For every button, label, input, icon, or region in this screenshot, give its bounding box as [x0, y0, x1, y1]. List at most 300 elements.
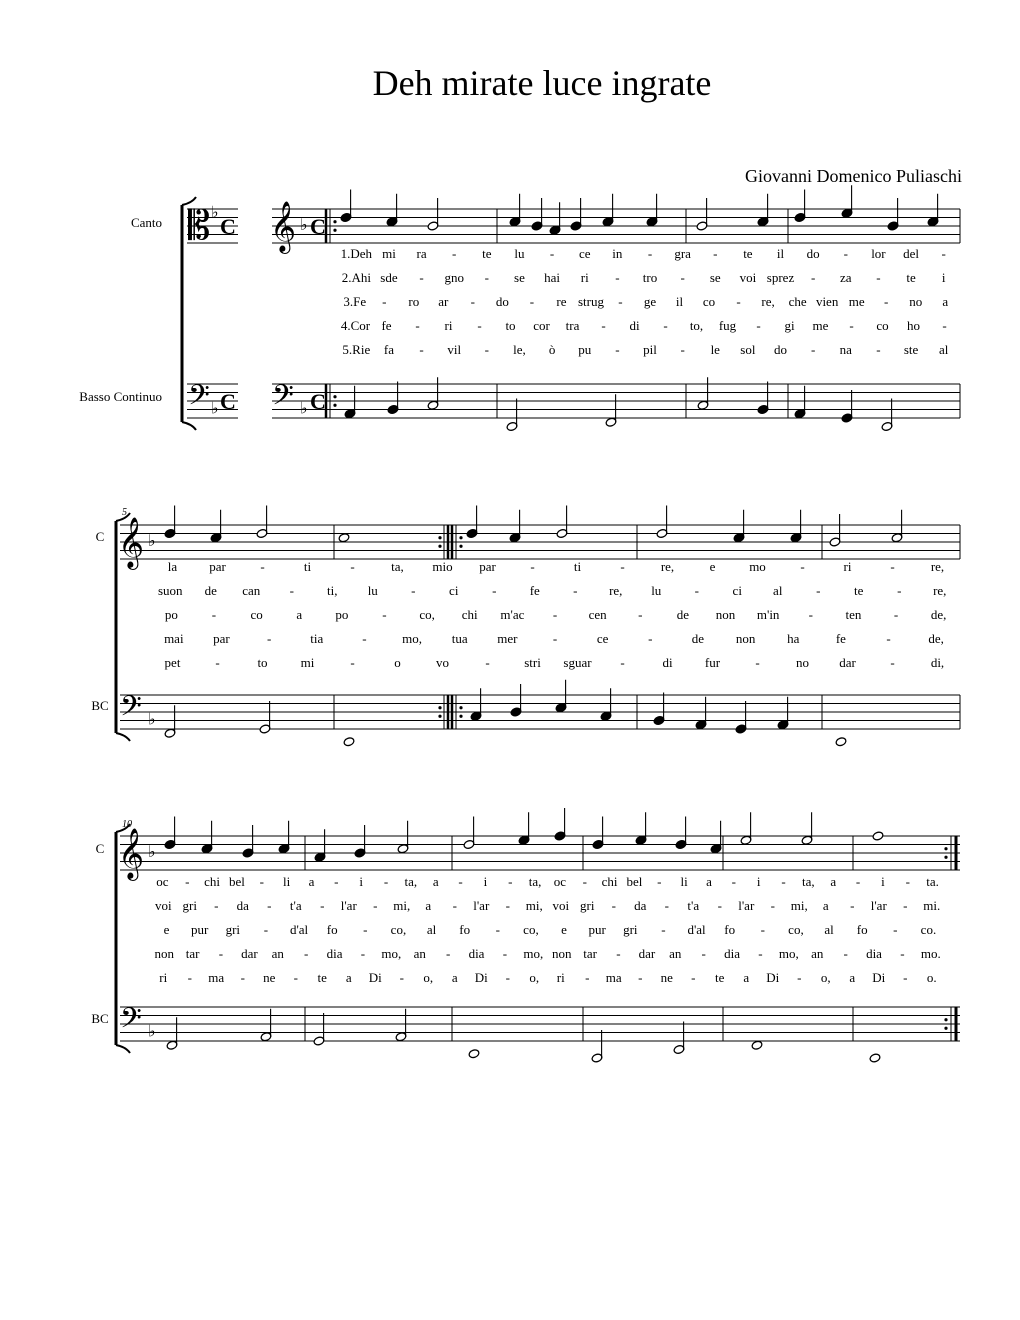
lyric-syllable: po [164, 607, 178, 622]
lyric-syllable: do [774, 342, 788, 357]
lyric-syllable: de [676, 607, 690, 622]
lyric-syllable: d'al [687, 922, 706, 937]
flat-sign: ♭ [148, 533, 156, 550]
note-head [468, 1049, 480, 1059]
lyric-syllable: - [320, 898, 325, 913]
lyric-syllable: - [266, 631, 272, 646]
lyric-syllable: dia [866, 946, 882, 961]
lyric-syllable: ri [159, 970, 168, 985]
lyric-syllable: - [855, 874, 861, 889]
lyric-syllable: e [709, 559, 716, 574]
lyric-syllable: sol [740, 342, 756, 357]
lyric-syllable: o, [423, 970, 434, 985]
lyric-syllable: - [781, 874, 786, 889]
bass-clef: 𝄢 [188, 381, 210, 418]
lyric-syllable: d'al [289, 922, 309, 937]
lyric-syllable: - [185, 874, 190, 889]
measure-number-10: 10 [122, 819, 132, 830]
lyric-syllable: - [680, 342, 685, 357]
repeat-dot [333, 404, 336, 407]
lyric-syllable: il [776, 246, 785, 261]
lyric-syllable: voi [154, 898, 172, 913]
lyric-syllable: lu [367, 583, 378, 598]
repeat-dot [459, 545, 462, 548]
lyric-syllable: fo [326, 922, 338, 937]
lyric-syllable: al [773, 583, 783, 598]
lyric-syllable: a [451, 970, 458, 985]
lyric-syllable: an [271, 946, 284, 961]
lyric-syllable: gri [182, 898, 197, 913]
lyric-syllable: - [941, 246, 946, 261]
lyric-syllable: l'ar [473, 898, 490, 913]
lyric-syllable: - [942, 318, 947, 333]
lyric-syllable: lu [514, 246, 525, 261]
lyric-syllable: tua [451, 631, 468, 646]
lyric-syllable: a [432, 874, 439, 889]
treble-clef: 𝄞 [118, 518, 145, 567]
lyric-syllable: chi [601, 874, 618, 889]
lyric-syllable: - [293, 970, 298, 985]
treble-clef: 𝄞 [270, 202, 297, 251]
lyric-syllable: re, [609, 583, 623, 598]
lyric-syllable: do [806, 246, 820, 261]
lyric-syllable: di [629, 318, 640, 333]
repeat-dot [333, 229, 336, 232]
lyric-syllable: - [362, 631, 367, 646]
lyric-syllable: pet [164, 655, 181, 670]
lyric-syllable: - [810, 342, 816, 357]
lyric-syllable: sguar [563, 655, 592, 670]
lyric-syllable: non [735, 631, 756, 646]
lyric-syllable: no [796, 655, 809, 670]
lyric-syllable: ri [580, 270, 589, 285]
lyric-syllable: gri [225, 922, 241, 937]
flat-sign: ♭ [148, 711, 156, 729]
lyric-syllable: ar [438, 294, 449, 309]
part-label-c-3: C [95, 841, 105, 856]
lyric-syllable: - [529, 294, 535, 309]
note-head [343, 737, 355, 747]
lyric-syllable: - [240, 970, 245, 985]
lyric-syllable: to, [689, 318, 704, 333]
lyric-syllable: ti [303, 559, 312, 574]
lyric-syllable: le [710, 342, 720, 357]
lyric-syllable: a [849, 970, 856, 985]
lyric-syllable: - [470, 294, 476, 309]
lyric-syllable: - [657, 874, 662, 889]
system-1 [79, 215, 162, 404]
lyric-syllable: - [890, 559, 895, 574]
lyric-syllable: - [303, 946, 309, 961]
repeat-dot [944, 847, 947, 850]
lyric-syllable: co. [920, 922, 937, 937]
lyric-syllable: le, [513, 342, 526, 357]
lyric-syllable: - [638, 970, 643, 985]
lyric-syllable: - [616, 946, 621, 961]
lyric-syllable: - [900, 946, 905, 961]
lyric-syllable: - [552, 607, 558, 622]
lyric-syllable: che [788, 294, 807, 309]
lyric-syllable: mo [749, 559, 766, 574]
lyric-syllable: - [419, 270, 424, 285]
lyric-syllable: da [634, 898, 647, 913]
treble-clef: 𝄞 [118, 829, 145, 878]
lyric-syllable: - [680, 270, 685, 285]
lyric-syllable: de, [930, 607, 947, 622]
repeat-dot [944, 856, 947, 859]
lyric-syllable: - [267, 898, 272, 913]
lyric-syllable: re, [930, 559, 945, 574]
lyric-syllable: - [694, 583, 699, 598]
lyric-syllable: dar [839, 655, 856, 670]
lyric-syllable: - [770, 898, 775, 913]
lyric-syllable: t'a [687, 898, 700, 913]
lyric-syllable: - [731, 874, 736, 889]
lyric-syllable: - [843, 946, 848, 961]
lyric-syllable: co, [390, 922, 407, 937]
lyric-syllable: - [611, 898, 616, 913]
lyric-syllable: - [615, 342, 620, 357]
lyric-syllable: il [675, 294, 684, 309]
lyric-syllable: del [903, 246, 919, 261]
lyric-syllable: - [259, 874, 264, 889]
lyric-syllable: pur [191, 922, 209, 937]
lyric-syllable: - [620, 655, 625, 670]
lyric-syllable: te [317, 970, 327, 985]
repeat-dot [438, 536, 441, 539]
lyric-syllable: de, [928, 631, 944, 646]
lyric-syllable: ro [408, 294, 420, 309]
repeat-dot [438, 545, 441, 548]
lyric-syllable: ci [732, 583, 742, 598]
lyric-syllable: - [800, 559, 805, 574]
lyric-syllable: - [620, 559, 625, 574]
lyric-syllable: al [938, 342, 949, 357]
lyric-syllable: fe [529, 583, 540, 598]
note-head [872, 831, 884, 841]
lyric-syllable: - [289, 583, 294, 598]
lyric-syllable: - [415, 318, 420, 333]
lyric-syllable: an [669, 946, 682, 961]
lyric-syllable: ta, [404, 874, 418, 889]
lyric-syllable: co [702, 294, 716, 309]
bracket-hook [116, 1045, 130, 1053]
lyric-syllable: - [458, 874, 463, 889]
lyric-syllable: lor [871, 246, 886, 261]
bass-clef: 𝄢 [120, 692, 142, 729]
lyric-syllable: gi [784, 318, 795, 333]
lyric-syllable: gri [580, 898, 595, 913]
lyric-syllable: - [334, 874, 339, 889]
repeat-dot [438, 715, 441, 718]
lyric-syllable: ci [449, 583, 459, 598]
lyric-syllable: ti, [327, 583, 338, 598]
lyric-syllable: me [812, 318, 829, 333]
lyric-syllable: Di [368, 970, 382, 985]
lyric-syllable: sde [380, 270, 398, 285]
part-label-canto: Canto [130, 215, 162, 230]
lyric-syllable: to [257, 655, 268, 670]
lyric-syllable: - [905, 874, 910, 889]
lyric-syllable: o [394, 655, 401, 670]
lyric-syllable: - [808, 607, 813, 622]
lyric-syllable: mo, [778, 946, 799, 961]
note-head [835, 737, 847, 747]
lyric-syllable: l'ar [340, 898, 357, 913]
lyric-syllable: voi [739, 270, 757, 285]
lyric-syllable: gra [674, 246, 691, 261]
lyric-syllable: - [211, 607, 217, 622]
lyric-syllable: - [187, 970, 192, 985]
lyric-syllable: - [552, 631, 558, 646]
lyric-syllable: - [758, 946, 763, 961]
lyric-syllable: - [638, 607, 643, 622]
lyric-syllable: - [382, 294, 387, 309]
lyric-syllable: fo [459, 922, 471, 937]
lyric-syllable: to [505, 318, 516, 333]
lyric-syllable: - [615, 270, 620, 285]
lyric-syllable: tro [642, 270, 658, 285]
lyric-syllable: - [648, 631, 653, 646]
lyric-syllable: re, [761, 294, 775, 309]
lyric-syllable: - [701, 946, 706, 961]
lyric-syllable: - [618, 294, 623, 309]
lyric-syllable: - [890, 655, 895, 670]
lyric-syllable: gno [444, 270, 464, 285]
lyric-syllable: - [263, 922, 269, 937]
lyric-syllable: - [495, 922, 500, 937]
lyric-syllable: par [213, 631, 230, 646]
part-label-basso: Basso Continuo [79, 389, 162, 404]
lyric-syllable: al [426, 922, 437, 937]
measure-number-5: 5 [122, 507, 127, 518]
flat-sign: ♭ [300, 400, 308, 418]
note-head [338, 533, 350, 543]
flat-sign: ♭ [300, 217, 308, 234]
bracket-hook [116, 733, 130, 741]
lyric-syllable: a [743, 970, 750, 985]
lyric-syllable: mi. [923, 898, 941, 913]
lyric-syllable: - [452, 246, 457, 261]
lyric-syllable: Di [766, 970, 780, 985]
lyric-syllable: - [903, 898, 908, 913]
lyric-syllable: - [876, 342, 881, 357]
part-label-bc-3: BC [91, 1011, 109, 1026]
lyric-syllable: vo [436, 655, 449, 670]
lyric-syllable: strug [577, 294, 604, 309]
lyric-syllable: ta. [926, 874, 939, 889]
lyric-syllable: - [215, 655, 220, 670]
lyric-syllable: mi [382, 246, 396, 261]
c-clef: 𝄡 [188, 203, 211, 248]
lyric-syllable: o, [820, 970, 831, 985]
lyric-syllable: - [485, 655, 490, 670]
lyric-syllable: dia [468, 946, 485, 961]
lyric-syllable: fur [704, 655, 721, 670]
lyric-syllable: se [514, 270, 525, 285]
lyric-syllable: ò [548, 342, 556, 357]
lyric-syllable: - [573, 583, 578, 598]
lyric-syllable: - [419, 342, 424, 357]
notation-drawing [116, 185, 960, 1063]
lyric-syllable: m'ac [500, 607, 525, 622]
lyric-syllable: co, [788, 922, 804, 937]
lyric-syllable: - [218, 946, 224, 961]
lyric-syllable: Di [872, 970, 886, 985]
lyric-syllable: t'a [289, 898, 302, 913]
lyric-syllable: mi, [790, 898, 808, 913]
lyric-syllable: can [242, 583, 261, 598]
lyric-syllable: dar [241, 946, 258, 961]
repeat-dot [944, 1018, 947, 1021]
lyric-syllable: - [661, 922, 666, 937]
lyric-syllable: i [359, 874, 363, 889]
lyric-syllable: ta, [391, 559, 404, 574]
lyric-syllable: tra [565, 318, 580, 333]
lyric-syllable: ri [843, 559, 852, 574]
lyric-syllable: ge [643, 294, 657, 309]
repeat-dot [438, 706, 441, 709]
lyric-syllable: e [561, 922, 567, 937]
lyric-syllable: ne [660, 970, 673, 985]
repeat-dot [944, 1027, 947, 1030]
lyric-syllable: co, [523, 922, 539, 937]
lyric-syllable: ten [845, 607, 862, 622]
lyric-syllable: - [505, 970, 510, 985]
lyric-syllable: 1.Deh [340, 246, 373, 261]
lyric-syllable: 2.Ahi [341, 270, 371, 285]
lyric-syllable: pur [588, 922, 606, 937]
lyric-syllable: - [530, 559, 535, 574]
lyric-syllable: sprez [766, 270, 795, 285]
lyric-syllable: mo, [402, 631, 422, 646]
lyric-syllable: - [797, 970, 802, 985]
lyric-syllable: ma [208, 970, 225, 985]
lyric-syllable: mo, [523, 946, 544, 961]
lyric-syllable: li [283, 874, 291, 889]
lyric-syllable: - [664, 898, 669, 913]
lyric-syllable: a [345, 970, 352, 985]
lyric-syllable: non [551, 946, 572, 961]
lyric-syllable: di [662, 655, 673, 670]
lyric-syllable: li [680, 874, 688, 889]
lyric-syllable: oc [553, 874, 567, 889]
lyric-syllable: re, [660, 559, 675, 574]
repeat-dot [333, 220, 336, 223]
lyric-syllable: i [756, 874, 761, 889]
lyric-syllable: in [612, 246, 623, 261]
repeat-dot [459, 706, 462, 709]
lyric-syllable: fe [381, 318, 392, 333]
lyric-syllable: na [839, 342, 852, 357]
lyric-syllable: co [250, 607, 263, 622]
lyric-syllable: - [492, 583, 497, 598]
part-label-c: C [95, 529, 105, 544]
lyric-syllable: - [452, 898, 457, 913]
note-head [751, 1040, 763, 1050]
lyric-syllable: ta, [528, 874, 542, 889]
lyric-syllable: - [713, 246, 718, 261]
lyric-syllable: ce [578, 246, 591, 261]
lyric-syllable: - [549, 246, 555, 261]
lyric-syllable: za [840, 270, 852, 285]
lyric-syllable: 4.Cor [340, 318, 371, 333]
lyric-syllable: - [760, 922, 765, 937]
lyric-syllable: par [479, 559, 496, 574]
lyric-syllable: mi [300, 655, 315, 670]
lyric-syllable: par [209, 559, 226, 574]
lyric-syllable: a [706, 874, 712, 889]
lyric-syllable: non [715, 607, 736, 622]
lyric-syllable: gri [623, 922, 638, 937]
lyric-syllable: al [824, 922, 834, 937]
lyric-syllable: - [383, 874, 389, 889]
lyric-syllable: an [413, 946, 426, 961]
lyric-syllable: mi, [525, 898, 543, 913]
lyric-syllable: ne [263, 970, 276, 985]
lyric-syllable: tar [185, 946, 200, 961]
lyric-syllable: Di [474, 970, 488, 985]
lyric-syllable: do [495, 294, 509, 309]
lyric-syllable: dia [326, 946, 343, 961]
lyric-syllable: tar [583, 946, 597, 961]
lyric-syllable: ha [787, 631, 800, 646]
lyric-syllable: - [717, 898, 722, 913]
lyric-syllable: - [893, 607, 899, 622]
lyric-syllable: te [854, 583, 864, 598]
lyric-syllable: - [411, 583, 416, 598]
lyric-syllable: ste [903, 342, 919, 357]
lyric-syllable: chi [204, 874, 221, 889]
lyric-syllable: - [843, 246, 848, 261]
lyric-syllable: 3.Fe [343, 294, 367, 309]
lyric-syllable: pu [578, 342, 592, 357]
lyric-syllable: - [363, 922, 368, 937]
lyric-syllable: - [505, 898, 510, 913]
lyric-syllable: - [373, 898, 378, 913]
lyric-syllable: - [585, 970, 590, 985]
lyric-syllable: - [736, 294, 741, 309]
lyric-syllable: tia [310, 631, 324, 646]
time-signature: C [220, 214, 236, 239]
lyric-syllable: fug [718, 318, 737, 333]
lyric-syllable: - [399, 970, 404, 985]
lyric-syllable: - [502, 946, 508, 961]
lyric-syllable: l'ar [870, 898, 887, 913]
lyric-syllable: ho [907, 318, 920, 333]
bass-clef: 𝄢 [272, 381, 294, 418]
composer-name: Giovanni Domenico Puliaschi [745, 166, 962, 186]
lyric-syllable: e [163, 922, 170, 937]
lyric-syllable: - [214, 898, 219, 913]
lyric-syllable: de [204, 583, 217, 598]
lyric-syllable: - [647, 246, 653, 261]
lyric-syllable: mio [432, 559, 453, 574]
lyric-syllable: - [663, 318, 668, 333]
lyric-syllable: de [691, 631, 705, 646]
lyric-syllable: - [903, 970, 908, 985]
lyric-syllable: ta, [802, 874, 815, 889]
lyric-syllable: i [941, 270, 946, 285]
flat-sign: ♭ [148, 1023, 156, 1041]
lyric-syllable: - [508, 874, 513, 889]
lyric-syllable: suon [157, 583, 183, 598]
lyric-syllable: te [715, 970, 725, 985]
page-title: Deh mirate luce ingrate [372, 63, 712, 103]
lyric-syllable: a [308, 874, 315, 889]
lyric-syllable: bel [626, 874, 643, 889]
lyric-syllable: me [848, 294, 865, 309]
